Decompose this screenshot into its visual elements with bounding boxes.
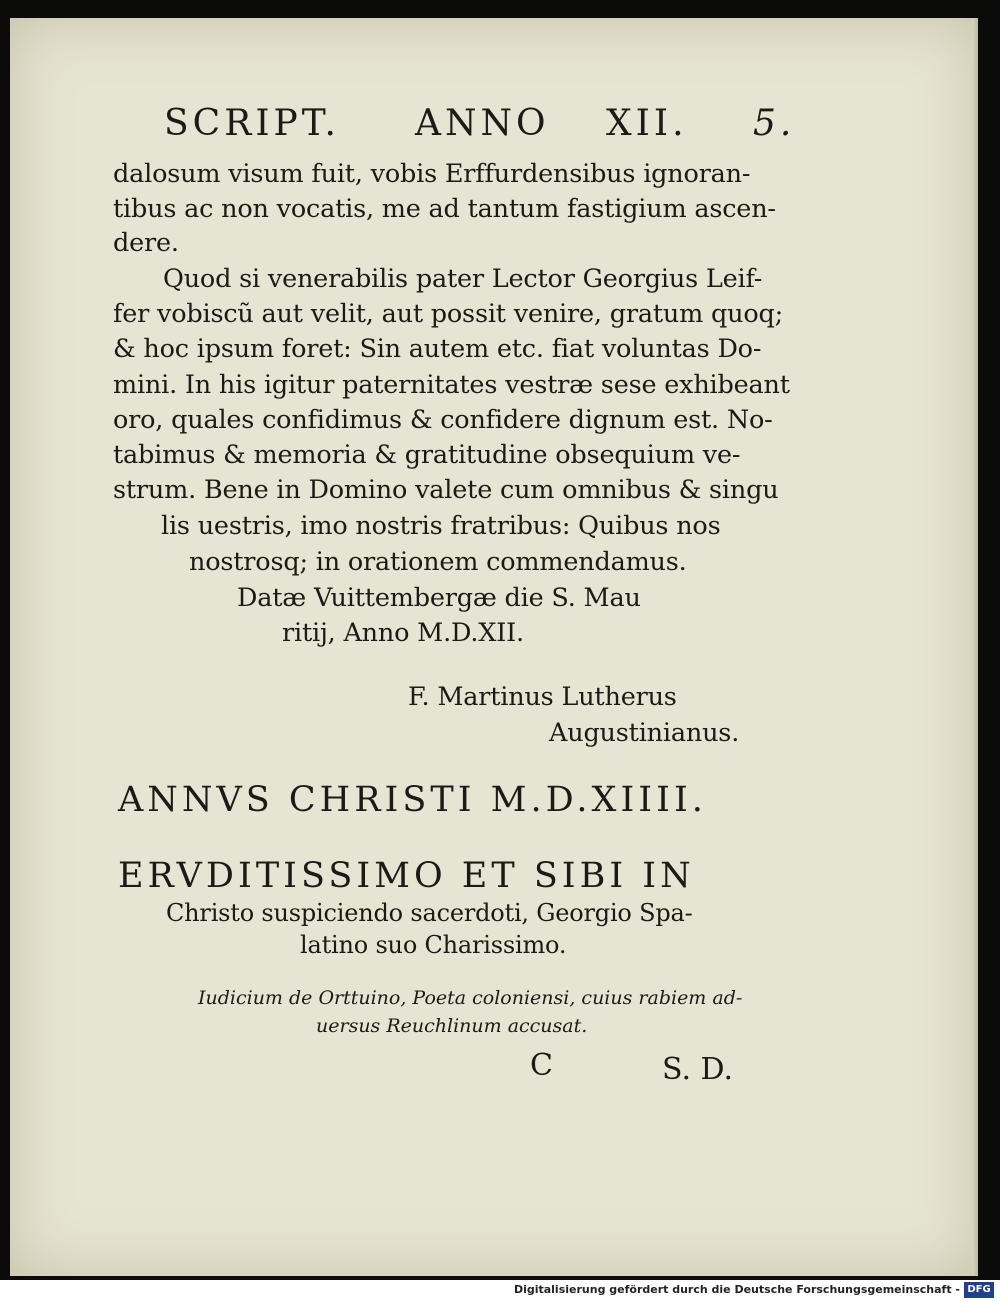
body-line: Quod si venerabilis pater Lector Georgius Leif- [163, 264, 763, 294]
body-line: tabimus & memoria & gratitudine obsequium ve- [113, 440, 741, 470]
body-line: strum. Bene in Domino valete cum omnibus & singu [113, 475, 779, 505]
body-line: oro, quales confidimus & confidere dignum est. No- [113, 405, 773, 435]
page-number: 5. [753, 103, 796, 144]
dfg-logo-icon: DFG [964, 1282, 994, 1298]
body-line: mini. In his igitur paternitates vestræ sese exhibeant [113, 370, 790, 400]
body-line: dere. [113, 228, 179, 258]
address-line: latino suo Charissimo. [300, 931, 567, 959]
date-line: Datæ Vuittembergæ die S. Mau [237, 583, 641, 613]
body-line: fer vobiscũ aut velit, aut possit venire, gratum quoq; [113, 299, 783, 329]
body-line: lis uestris, imo nostris fratribus: Quibus nos [161, 511, 721, 541]
section-heading: ANNVS CHRISTI M.D.XIIII. [118, 780, 707, 820]
marginal-note: Iudicium de Orttuino, Poeta coloniensi, cuius rabiem ad- [198, 987, 743, 1009]
running-head-script: SCRIPT. [164, 103, 340, 144]
running-head-year: XII. [606, 103, 688, 144]
date-line: ritij, Anno M.D.XII. [282, 618, 524, 648]
body-line: & hoc ipsum foret: Sin autem etc. fiat voluntas Do- [113, 334, 762, 364]
marginal-note: uersus Reuchlinum accusat. [316, 1015, 588, 1037]
signature-line: F. Martinus Lutherus [408, 682, 677, 712]
running-head [150, 93, 805, 163]
footer-bar [0, 1280, 1000, 1301]
address-caps: ERVDITISSIMO ET SIBI IN [118, 856, 695, 896]
body-line: tibus ac non vocatis, me ad tantum fastigium ascen- [113, 194, 776, 224]
footer-credit: Digitalisierung gefördert durch die Deutsche Forschungsgemeinschaft - [513, 1283, 960, 1296]
body-line: nostrosq; in orationem commendamus. [189, 547, 687, 577]
body-line: dalosum visum fuit, vobis Erffurdensibus ignoran- [113, 159, 751, 189]
running-head-anno: ANNO [415, 103, 550, 144]
address-line: Christo suspiciendo sacerdoti, Georgio Spa- [166, 899, 693, 927]
signature-line: Augustinianus. [549, 718, 740, 748]
salutation-right: S. D. [662, 1052, 734, 1087]
salutation-left: C [530, 1048, 553, 1083]
